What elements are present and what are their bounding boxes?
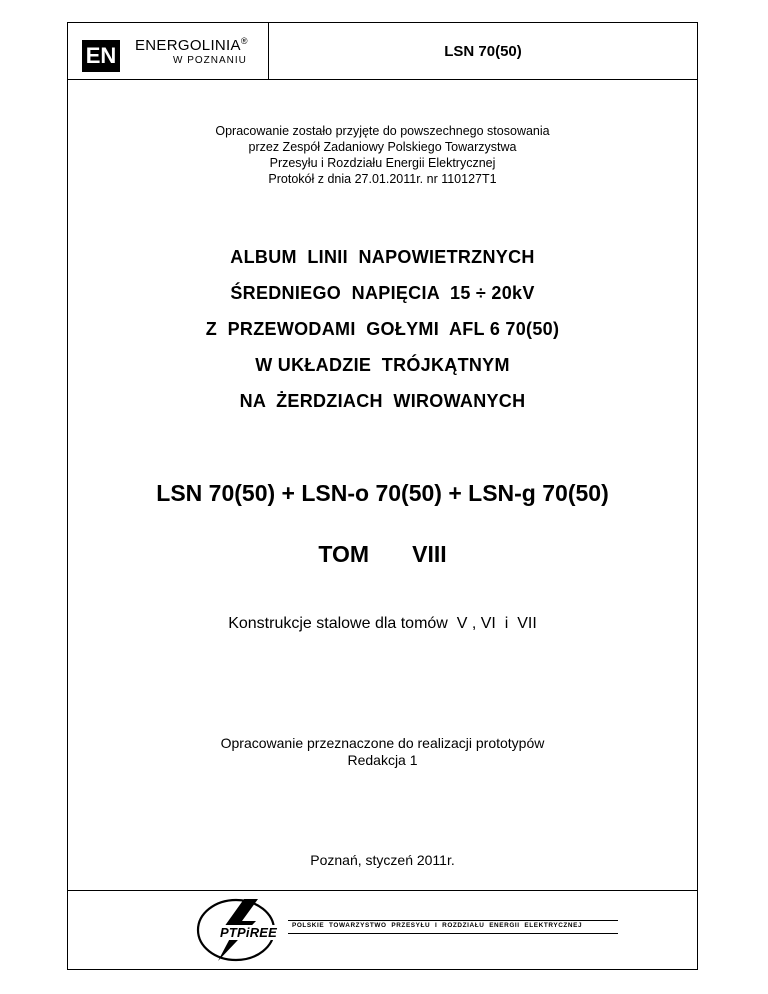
album-title-line: Z PRZEWODAMI GOŁYMI AFL 6 70(50): [205, 319, 560, 339]
company-city: W POZNANIU: [173, 55, 247, 66]
main-code-title: LSN 70(50) + LSN-o 70(50) + LSN-g 70(50): [156, 480, 609, 506]
ptpiree-logo-text: PTPiREE: [220, 925, 278, 940]
approval-line: Opracowanie zostało przyjęte do powszechnego stosowania: [215, 124, 550, 138]
registered-mark: ®: [240, 36, 248, 46]
company-name-text: ENERGOLINIA: [135, 37, 241, 54]
purpose-line: Redakcja 1: [347, 752, 418, 768]
approval-line: Przesyłu i Rozdziału Energii Elektrycznej: [269, 156, 496, 170]
approval-line: Protokół z dnia 27.01.2011r. nr 110127T1: [268, 172, 497, 186]
purpose-note: [68, 735, 697, 769]
album-title-line: ALBUM LINII NAPOWIETRZNYCH: [230, 247, 535, 267]
place-date: Poznań, styczeń 2011r.: [310, 852, 455, 868]
company-logo: [68, 23, 269, 79]
en-logo-mark: EN: [82, 40, 120, 72]
approval-note: [68, 123, 697, 187]
title-block-header: [68, 23, 697, 80]
association-name: POLSKIE TOWARZYSTWO PRZESYŁU I ROZDZIAŁU ENERGII ELEKTRYCZNEJ: [292, 922, 583, 929]
album-title-line: ŚREDNIEGO NAPIĘCIA 15 ÷ 20kV: [230, 283, 535, 303]
purpose-line: Opracowanie przeznaczone do realizacji prototypów: [220, 735, 545, 751]
document-code: LSN 70(50): [444, 42, 522, 60]
volume-subtitle: Konstrukcje stalowe dla tomów V , VI i VII: [228, 615, 537, 632]
album-title-line: W UKŁADZIE TRÓJKĄTNYM: [255, 355, 510, 375]
volume-title: TOM VIII: [318, 541, 447, 567]
album-title: [68, 239, 697, 419]
footer-block: [68, 890, 697, 970]
approval-line: przez Zespół Zadaniowy Polskiego Towarzystwa: [248, 140, 517, 154]
album-title-line: NA ŻERDZIACH WIROWANYCH: [239, 391, 526, 411]
company-name: [135, 36, 248, 54]
document-frame: [67, 22, 698, 970]
